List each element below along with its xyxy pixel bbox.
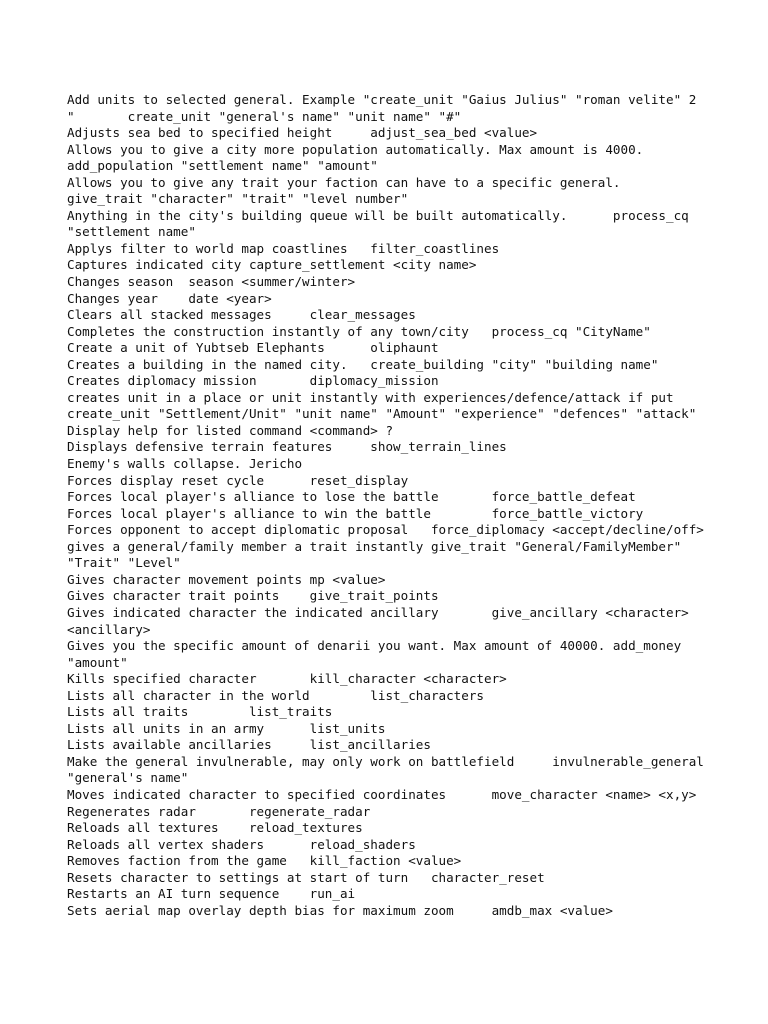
text-line: Displays defensive terrain features show_terrain_lines <box>67 439 507 455</box>
text-line: Changes year date <year> <box>67 290 272 306</box>
text-line: "general's name" <box>67 770 189 786</box>
text-line: Gives character trait points give_trait_points <box>67 588 439 604</box>
text-line: Forces local player's alliance to lose the battle force_battle_defeat <box>67 489 636 505</box>
text-line: Lists all traits list_traits <box>67 704 333 720</box>
text-line: Changes season season <summer/winter> <box>67 274 356 290</box>
text-line: " create_unit "general's name" "unit name" "#" <box>67 108 462 124</box>
text-line: Captures indicated city capture_settlement <city name> <box>67 257 477 273</box>
text-line: Allows you to give any trait your faction can have to a specific general. <box>67 174 621 190</box>
text-line: Lists all units in an army list_units <box>67 720 386 736</box>
text-line: Moves indicated character to specified coordinates move_character <name> <x,y> <box>67 786 697 802</box>
text-line: Forces local player's alliance to win the battle force_battle_victory <box>67 505 644 521</box>
text-line: Add units to selected general. Example "create_unit "Gaius Julius" "roman velite" 2 <box>67 92 697 107</box>
text-line: gives a general/family member a trait instantly give_trait "General/FamilyMember" <box>67 538 682 554</box>
text-line: Removes faction from the game kill_faction <value> <box>67 853 462 869</box>
document-page <box>67 92 757 919</box>
text-line: Reloads all vertex shaders reload_shaders <box>67 836 416 852</box>
text-line: "settlement name" <box>67 224 196 240</box>
text-line: Creates diplomacy mission diplomacy_mission <box>67 373 439 389</box>
text-line: Adjusts sea bed to specified height adjust_sea_bed <value> <box>67 125 538 141</box>
text-line: Create a unit of Yubtseb Elephants oliphaunt <box>67 340 439 356</box>
text-line: Anything in the city's building queue will be built automatically. process_cq <box>67 207 689 223</box>
text-line: Clears all stacked messages clear_messages <box>67 307 416 323</box>
text-line: Creates a building in the named city. create_building "city" "building name" <box>67 356 659 372</box>
text-line: create_unit "Settlement/Unit" "unit name" "Amount" "experience" "defences" "attack" <box>67 406 697 422</box>
text-line: Resets character to settings at start of turn character_reset <box>67 869 545 885</box>
text-line: "Trait" "Level" <box>67 555 181 571</box>
text-line: give_trait "character" "trait" "level number" <box>67 191 409 207</box>
text-line: add_population "settlement name" "amount" <box>67 158 378 174</box>
text-line: <ancillary> <box>67 621 151 637</box>
text-line: Lists available ancillaries list_ancillaries <box>67 737 431 753</box>
text-line: Forces opponent to accept diplomatic proposal force_diplomacy <accept/decline/off> <box>67 522 704 538</box>
text-line: Restarts an AI turn sequence run_ai <box>67 886 356 902</box>
text-line: Regenerates radar regenerate_radar <box>67 803 371 819</box>
text-line: Forces display reset cycle reset_display <box>67 472 409 488</box>
text-line: Make the general invulnerable, may only work on battlefield invulnerable_general <box>67 753 704 769</box>
text-line: Reloads all textures reload_textures <box>67 820 363 836</box>
text-line: creates unit in a place or unit instantly with experiences/defence/attack if put <box>67 389 674 405</box>
text-line: Gives you the specific amount of denarii you want. Max amount of 40000. add_money <box>67 638 682 654</box>
text-line: Completes the construction instantly of any town/city process_cq "CityName" <box>67 323 651 339</box>
text-line: Gives indicated character the indicated ancillary give_ancillary <character> <box>67 604 689 620</box>
text-line: "amount" <box>67 654 128 670</box>
text-line: Display help for listed command <command> ? <box>67 422 394 438</box>
text-line: Kills specified character kill_character <character> <box>67 671 507 687</box>
text-line: Enemy's walls collapse. Jericho <box>67 456 303 472</box>
text-line: Applys filter to world map coastlines filter_coastlines <box>67 240 500 256</box>
text-line: Allows you to give a city more population automatically. Max amount is 4000. <box>67 141 644 157</box>
text-line: Lists all character in the world list_characters <box>67 687 485 703</box>
text-line: Gives character movement points mp <value> <box>67 571 386 587</box>
text-line: Sets aerial map overlay depth bias for maximum zoom amdb_max <value> <box>67 902 613 918</box>
